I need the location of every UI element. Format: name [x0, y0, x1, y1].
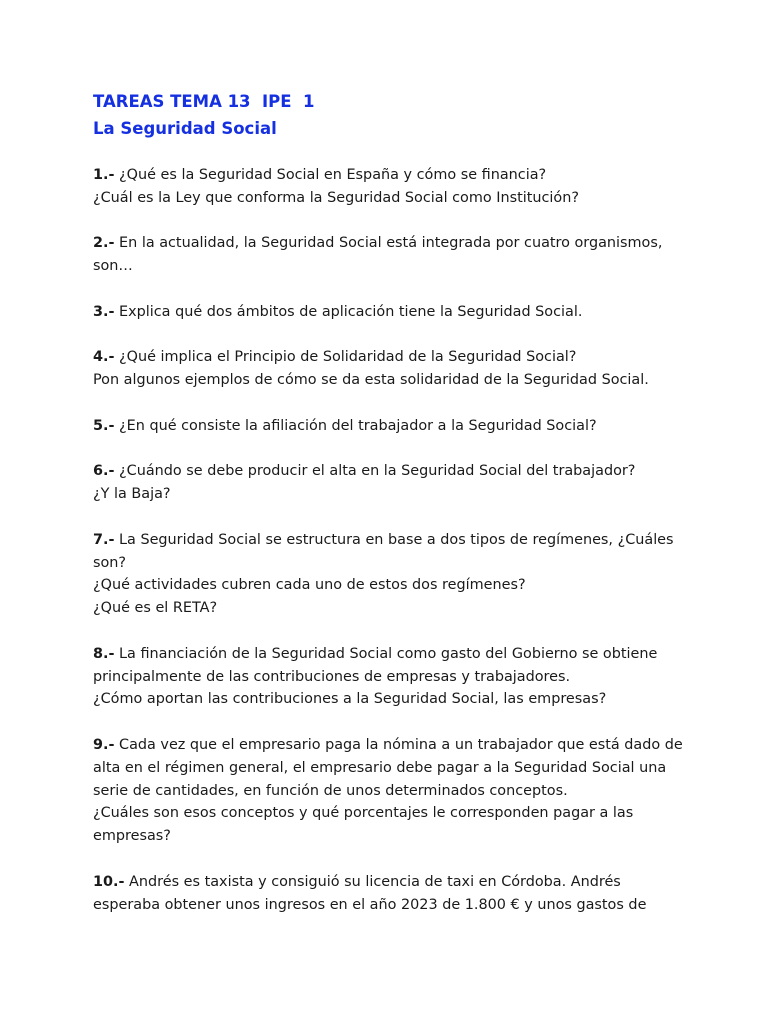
question-body: La financiación de la Seguridad Social como gasto del Gobierno se obtiene principalmente de las contribuciones de empresas y trabajadores. [93, 645, 658, 685]
question-body: En la actualidad, la Seguridad Social está integrada por cuatro organismos, son… [93, 235, 663, 275]
question-10 [93, 871, 683, 917]
question-body: La Seguridad Social se estructura en base a dos tipos de regímenes, ¿Cuáles son? [93, 531, 674, 571]
question-number: 9.- [93, 736, 115, 753]
questions-list [93, 164, 683, 916]
question-subquestion: ¿Cuál es la Ley que conforma la Seguridad Social como Institución? [93, 189, 579, 206]
question-subquestion: ¿Qué es el RETA? [93, 600, 218, 617]
question-subquestion: ¿Qué actividades cubren cada uno de estos dos regímenes? [93, 577, 526, 594]
question-5 [93, 415, 683, 438]
question-number: 7.- [93, 531, 115, 548]
question-7 [93, 529, 683, 620]
question-8 [93, 643, 683, 711]
document-page [93, 88, 683, 939]
question-body: ¿En qué consiste la afiliación del trabajador a la Seguridad Social? [114, 417, 597, 434]
document-subtitle: La Seguridad Social [93, 119, 277, 138]
question-subquestion: ¿Cuáles son esos conceptos y qué porcentajes le corresponden pagar a las empresas? [93, 805, 634, 845]
question-number: 6.- [93, 463, 115, 480]
question-1 [93, 164, 683, 210]
question-text [93, 734, 683, 802]
question-number: 8.- [93, 645, 115, 662]
question-subquestion: Pon algunos ejemplos de cómo se da esta solidaridad de la Seguridad Social. [93, 372, 649, 389]
question-3 [93, 301, 683, 324]
question-number: 4.- [93, 349, 115, 366]
document-title: TAREAS TEMA 13 IPE 1 [93, 92, 315, 111]
question-text [93, 164, 683, 187]
question-text [93, 232, 683, 278]
question-number: 3.- [93, 303, 115, 320]
question-9 [93, 734, 683, 848]
question-text [93, 871, 683, 917]
question-body: ¿Qué es la Seguridad Social en España y cómo se financia? [114, 167, 547, 183]
question-text [93, 529, 683, 575]
question-body: ¿Qué implica el Principio de Solidaridad de la Seguridad Social? [114, 349, 577, 366]
question-4 [93, 346, 683, 392]
question-subquestion: ¿Y la Baja? [93, 486, 171, 503]
question-text [93, 346, 683, 369]
question-body: Andrés es taxista y consiguió su licencia de taxi en Córdoba. Andrés esperaba obtener unos ingresos en el año 2023 de 1.800 € y unos gastos de [93, 873, 647, 913]
question-text [93, 415, 683, 438]
question-text [93, 643, 683, 689]
question-text [93, 301, 683, 324]
question-2 [93, 232, 683, 278]
question-6 [93, 460, 683, 506]
question-body: Explica qué dos ámbitos de aplicación tiene la Seguridad Social. [114, 303, 583, 320]
question-subquestion: ¿Cómo aportan las contribuciones a la Seguridad Social, las empresas? [93, 691, 607, 708]
question-body: Cada vez que el empresario paga la nómina a un trabajador que está dado de alta en el régimen general, el empresario debe pagar a la Seguridad Social una serie de cantidades, en función de unos determinados conceptos. [93, 736, 683, 799]
question-number: 10.- [93, 873, 125, 890]
question-number: 1.- [93, 167, 115, 183]
question-body: ¿Cuándo se debe producir el alta en la Seguridad Social del trabajador? [114, 463, 636, 480]
question-text [93, 460, 683, 483]
question-number: 5.- [93, 417, 115, 434]
question-number: 2.- [93, 235, 115, 252]
